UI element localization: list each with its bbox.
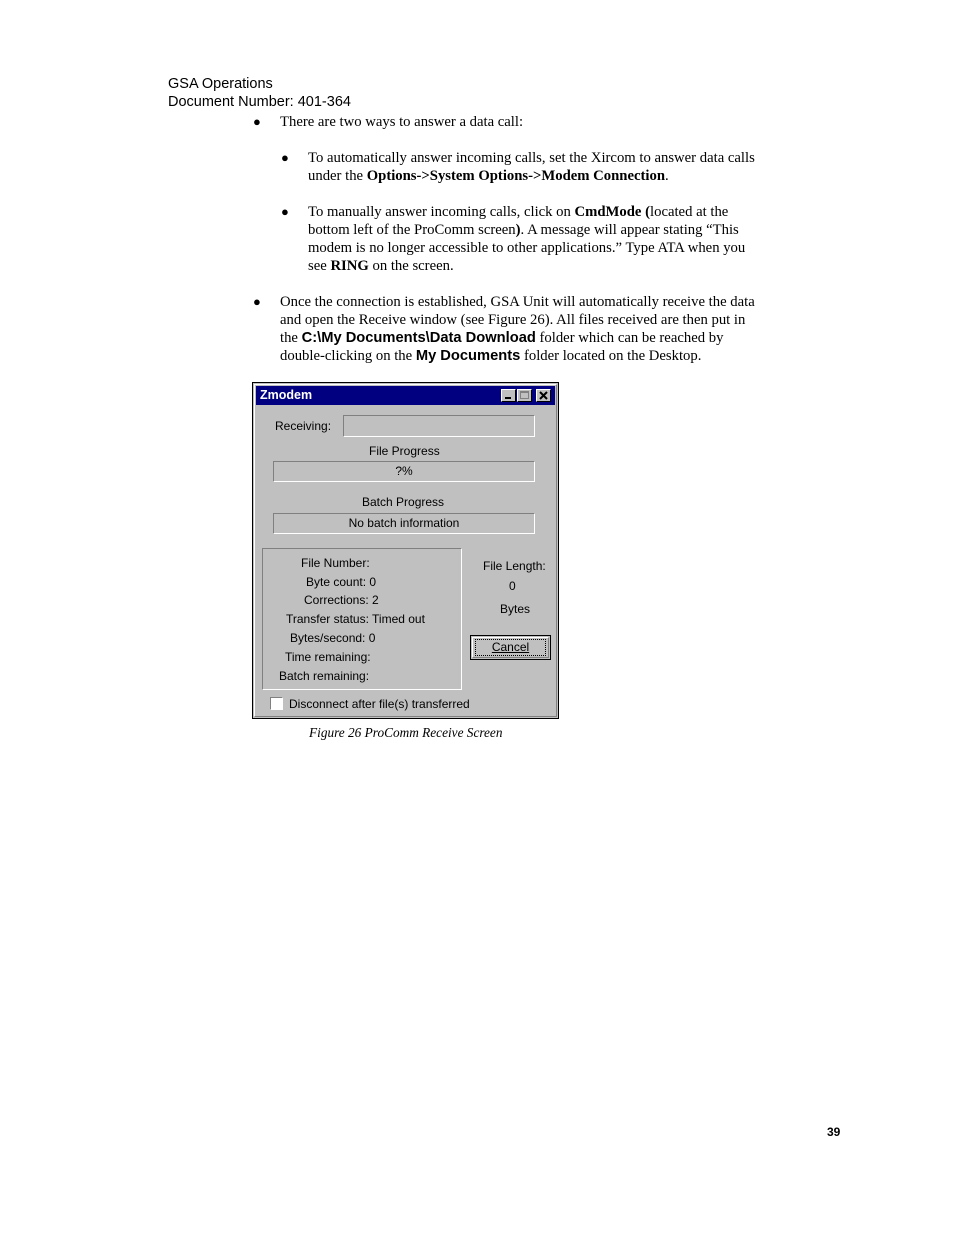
folder-name: My Documents bbox=[415, 348, 521, 364]
cancel-label: Cancel bbox=[491, 640, 530, 654]
maximize-button[interactable] bbox=[517, 389, 532, 402]
paragraph-line: Once the connection is established, GSA Unit will automatically receive the data bbox=[280, 294, 755, 310]
maximize-icon bbox=[520, 391, 529, 399]
receiving-field bbox=[343, 415, 535, 437]
paragraph-line: and open the Receive window (see Figure 26). All files received are then put in bbox=[280, 312, 746, 328]
paragraph-connection bbox=[280, 293, 800, 365]
file-length-unit: Bytes bbox=[500, 602, 531, 616]
transfer-status-label: Transfer status: Timed out bbox=[286, 612, 425, 626]
paragraph-answer-ways bbox=[280, 113, 523, 131]
paragraph-line: bottom left of the ProComm screen). A message will appear stating “This bbox=[308, 222, 739, 238]
transfer-stats-group bbox=[262, 548, 462, 690]
file-length-label: File Length: bbox=[483, 559, 546, 573]
paragraph-manual-answer bbox=[308, 203, 798, 275]
file-progress-label: File Progress bbox=[369, 444, 440, 458]
disconnect-label[interactable]: Disconnect after file(s) transferred bbox=[289, 697, 470, 711]
bullet-icon: ● bbox=[253, 294, 261, 309]
title-bar[interactable] bbox=[256, 386, 555, 405]
file-progress-bar bbox=[273, 461, 535, 482]
bullet-icon: ● bbox=[281, 150, 289, 165]
file-progress-text: ?% bbox=[395, 464, 413, 478]
paragraph-line: the C:\My Documents\Data Download folder which can be reached by bbox=[280, 330, 724, 346]
paragraph-line: To manually answer incoming calls, click on CmdMode (located at the bbox=[308, 204, 729, 220]
document-number: Document Number: 401-364 bbox=[168, 94, 351, 110]
paragraph-line: To automatically answer incoming calls, set the Xircom to answer data calls bbox=[308, 150, 755, 166]
menu-path: Options->System Options->Modem Connection bbox=[366, 168, 665, 184]
bullet-icon: ● bbox=[253, 114, 261, 129]
minimize-button[interactable] bbox=[501, 389, 516, 402]
paragraph-auto-answer bbox=[308, 149, 798, 185]
disconnect-checkbox[interactable] bbox=[270, 697, 283, 710]
cmdmode-term: CmdMode ( bbox=[574, 204, 651, 220]
batch-progress-bar bbox=[273, 513, 535, 534]
page-number: 39 bbox=[827, 1125, 841, 1139]
bullet-icon: ● bbox=[281, 204, 289, 219]
file-number-label: File Number: bbox=[301, 556, 370, 570]
paragraph-text: There are two ways to answer a data call: bbox=[280, 114, 524, 130]
paragraph-line: modem is no longer accessible to other applications.” Type ATA when you bbox=[308, 240, 746, 256]
folder-path: C:\My Documents\Data Download bbox=[301, 330, 536, 346]
figure-caption: Figure 26 ProComm Receive Screen bbox=[309, 725, 503, 740]
receiving-label: Receiving: bbox=[275, 419, 332, 433]
batch-progress-text: No batch information bbox=[348, 516, 460, 530]
paragraph-line: double-clicking on the My Documents folder located on the Desktop. bbox=[280, 348, 702, 364]
header-title: GSA Operations bbox=[168, 76, 273, 92]
close-button[interactable] bbox=[536, 389, 551, 402]
batch-progress-label: Batch Progress bbox=[362, 495, 445, 509]
batch-remaining-label: Batch remaining: bbox=[279, 669, 370, 683]
byte-count-label: Byte count: 0 bbox=[306, 575, 377, 589]
paragraph-line: under the Options->System Options->Modem Connection. bbox=[308, 168, 669, 184]
cancel-button[interactable] bbox=[470, 635, 551, 660]
zmodem-dialog bbox=[252, 382, 559, 719]
corrections-label: Corrections: 2 bbox=[304, 593, 379, 607]
time-remaining-label: Time remaining: bbox=[285, 650, 371, 664]
dialog-title: Zmodem bbox=[260, 388, 313, 402]
paragraph-line: see RING on the screen. bbox=[308, 258, 454, 274]
ring-term: RING bbox=[330, 258, 369, 274]
minimize-icon bbox=[505, 397, 511, 399]
close-icon bbox=[537, 390, 550, 401]
bytes-per-second-label: Bytes/second: 0 bbox=[290, 631, 376, 645]
file-length-value: 0 bbox=[509, 579, 516, 593]
